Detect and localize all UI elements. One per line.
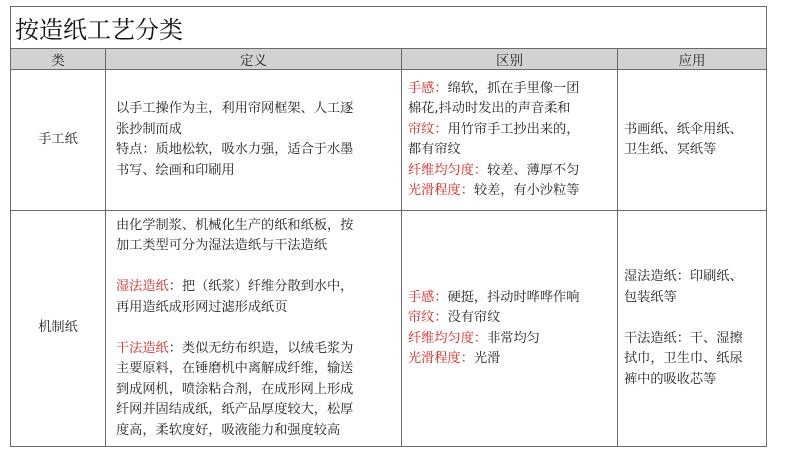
header-row xyxy=(11,49,767,70)
table-title: 按造纸工艺分类 xyxy=(11,7,767,49)
fiber-uniformity-text: 非常均匀 xyxy=(487,330,540,346)
definition-line: 特点：质地松软，吸水力强，适合于水墨 xyxy=(116,142,354,157)
table-row-machine xyxy=(11,211,767,447)
dry-process-text-cont: 到成网机，喷涂粘合剂，在成形网上形成 xyxy=(116,381,354,397)
application-line: 包装纸等 xyxy=(624,289,677,305)
header-application: 应用 xyxy=(618,49,767,70)
laid-lines-label: 帘纹： xyxy=(408,310,448,325)
header-difference: 区别 xyxy=(402,49,618,70)
category-handmade: 手工纸 xyxy=(11,70,106,211)
fiber-uniformity-label: 纤维均匀度： xyxy=(408,162,488,178)
definition-machine xyxy=(106,211,402,447)
definition-line: 由化学制浆、机械化生产的纸和纸板，按 xyxy=(116,217,354,233)
category-machine: 机制纸 xyxy=(11,211,106,447)
feel-text-cont: 棉花,抖动时发出的声音柔和 xyxy=(408,101,571,116)
table-row-handmade xyxy=(11,70,767,211)
feel-text: 绵软，抓在手里像一团 xyxy=(447,80,580,96)
paper-classification-table-wrapper xyxy=(10,6,766,447)
fiber-uniformity-label: 纤维均匀度： xyxy=(408,330,488,346)
dry-process-text-cont: 主要原料，在锤磨机中离解成纤维，输送 xyxy=(116,361,354,377)
definition-line: 书写、绘画和印刷用 xyxy=(116,162,235,178)
paper-classification-table xyxy=(10,6,767,447)
dry-process-text-cont: 纤网并固结成纸，纸产品厚度较大，松厚 xyxy=(116,402,354,418)
application-line: 干法造纸：干、湿擦 xyxy=(624,330,743,346)
difference-machine xyxy=(402,211,618,447)
definition-line: 张抄制而成 xyxy=(116,121,182,137)
application-handmade xyxy=(618,70,767,211)
laid-lines-text-cont: 都有帘纹 xyxy=(408,142,461,157)
spacer xyxy=(624,308,762,329)
application-line: 裤中的吸收芯等 xyxy=(624,371,717,387)
smoothness-text: 较差，有小沙粒等 xyxy=(473,183,580,198)
header-definition: 定义 xyxy=(106,49,402,70)
feel-text: 硬挺，抖动时哗哗作响 xyxy=(447,289,580,305)
definition-handmade xyxy=(106,70,402,211)
dry-process-text-cont: 度高，柔软度好，吸液能力和强度较高 xyxy=(116,422,341,438)
smoothness-label: 光滑程度： xyxy=(408,351,474,366)
feel-label: 手感： xyxy=(408,289,448,305)
fiber-uniformity-text: 较差、薄厚不匀 xyxy=(487,162,580,178)
application-line: 卫生纸、冥纸等 xyxy=(624,142,717,157)
dry-process-text: ：类似无纺布织造，以绒毛浆为 xyxy=(168,340,354,356)
wet-process-text: ：把（纸浆）纤维分散到水中， xyxy=(168,279,354,295)
definition-line: 以手工操作为主，利用帘网框架、人工逐 xyxy=(116,101,354,116)
laid-lines-text: 没有帘纹 xyxy=(447,310,501,325)
application-line: 书画纸、纸伞用纸、 xyxy=(624,121,743,137)
feel-label: 手感： xyxy=(408,80,448,96)
header-category: 类 xyxy=(11,49,106,70)
laid-lines-label: 帘纹： xyxy=(408,121,448,137)
application-line: 拭巾，卫生巾、纸尿 xyxy=(624,351,743,366)
dry-process-label: 干法造纸 xyxy=(116,340,169,356)
difference-handmade xyxy=(402,70,618,211)
smoothness-label: 光滑程度： xyxy=(408,183,474,198)
definition-line: 加工类型可分为湿法造纸与干法造纸 xyxy=(116,238,327,254)
smoothness-text: 光滑 xyxy=(473,351,501,366)
spacer xyxy=(116,318,395,339)
application-line: 湿法造纸：印刷纸、 xyxy=(624,269,743,284)
spacer xyxy=(116,257,395,278)
application-machine xyxy=(618,211,767,447)
wet-process-text-cont: 再用造纸成形网过滤形成纸页 xyxy=(116,299,288,315)
wet-process-label: 湿法造纸 xyxy=(116,279,169,295)
laid-lines-text: 用竹帘手工抄出来的， xyxy=(447,121,580,137)
